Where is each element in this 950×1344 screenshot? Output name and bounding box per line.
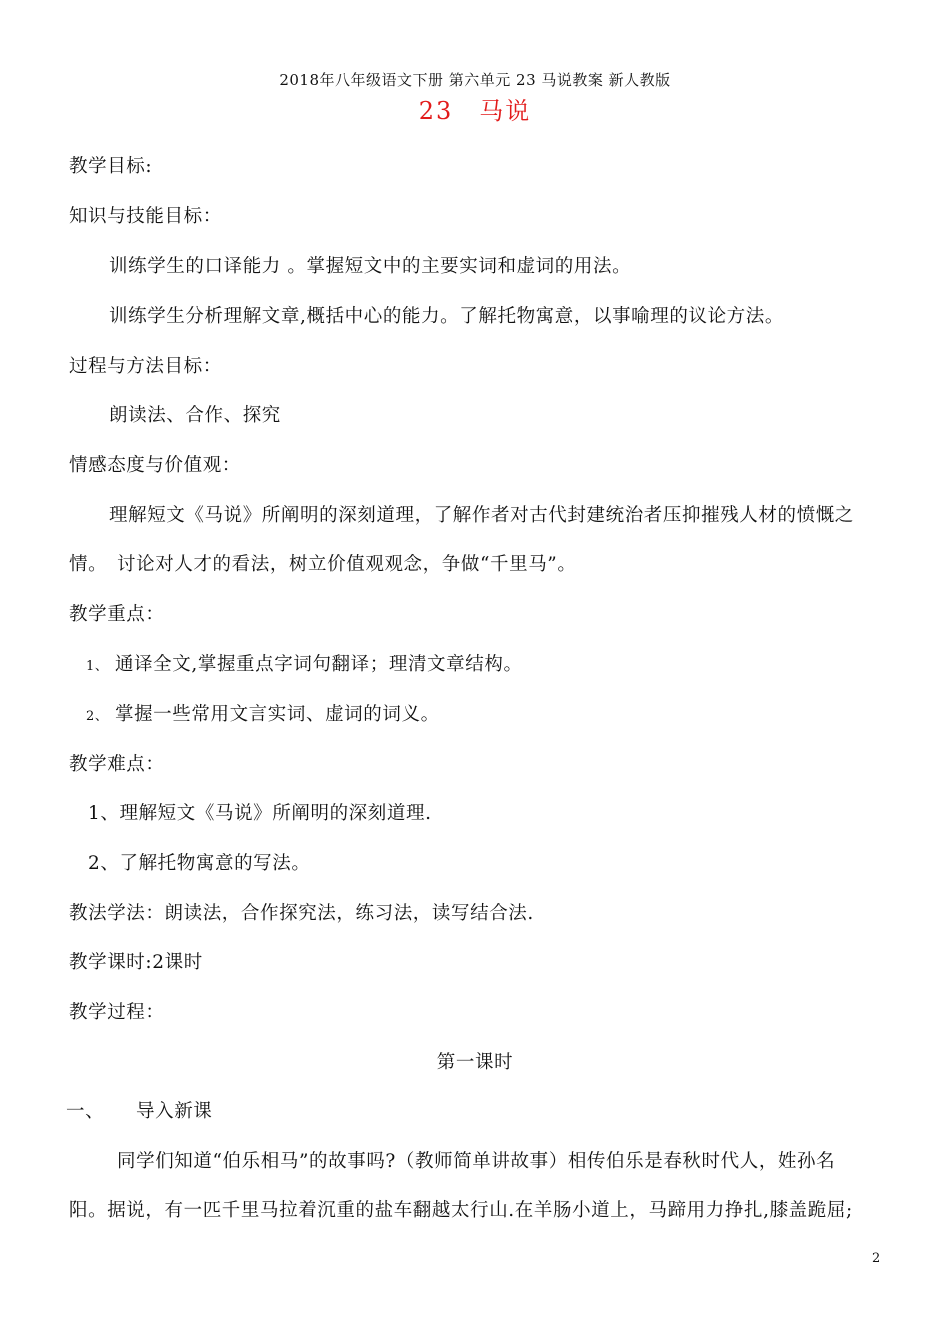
section-heading: 导入新课 — [136, 1101, 213, 1122]
paragraph-line: 训练学生的口译能力 。掌握短文中的主要实词和虚词的用法。 — [109, 256, 632, 277]
list-number: 2、 — [86, 709, 109, 724]
paragraph-line: 朗读法、合作、探究 — [109, 405, 281, 426]
list-item: 2、了解托物寓意的写法。 — [88, 853, 311, 874]
list-item — [86, 700, 440, 726]
class-hours: 教学课时:2课时 — [69, 952, 203, 973]
teaching-methods: 教法学法：朗读法，合作探究法，练习法，读写结合法. — [69, 903, 534, 924]
paragraph-line: 阳。据说，有一匹千里马拉着沉重的盐车翻越太行山.在羊肠小道上，马蹄用力挣扎,膝盖跪屈; — [69, 1200, 853, 1221]
heading-teaching-goals: 教学目标: — [69, 156, 153, 177]
list-number: 1、 — [86, 659, 109, 674]
list-text: 通译全文,掌握重点字词句翻译；理清文章结构。 — [114, 654, 523, 675]
lesson-title: 23 马说 — [418, 97, 532, 125]
paragraph-line: 同学们知道“伯乐相马”的故事吗?（教师简单讲故事）相传伯乐是春秋时代人，姓孙名 — [117, 1151, 836, 1172]
section-title: 第一课时 — [436, 1052, 514, 1073]
page-number: 2 — [872, 1251, 881, 1266]
paragraph-line: 情。 讨论对人才的看法，树立价值观观念，争做“千里马”。 — [69, 554, 577, 575]
document-header: 2018年八年级语文下册 第六单元 23 马说教案 新人教版 — [279, 71, 671, 89]
list-item: 1、理解短文《马说》所阐明的深刻道理. — [88, 803, 432, 824]
heading-process-goals: 过程与方法目标： — [69, 356, 222, 377]
heading-teaching-process: 教学过程： — [69, 1002, 165, 1023]
heading-key-points: 教学重点： — [69, 604, 165, 625]
paragraph-line: 训练学生分析理解文章,概括中心的能力。了解托物寓意，以事喻理的议论方法。 — [109, 306, 784, 327]
section-number: 一、 — [66, 1101, 105, 1122]
list-item — [86, 650, 523, 676]
list-text: 掌握一些常用文言实词、虚词的词义。 — [114, 704, 440, 725]
paragraph-line: 理解短文《马说》所阐明的深刻道理，了解作者对古代封建统治者压抑摧残人材的愤慨之 — [109, 505, 854, 526]
heading-knowledge-goals: 知识与技能目标： — [69, 206, 222, 227]
heading-emotion-goals: 情感态度与价值观： — [69, 455, 241, 476]
heading-difficulties: 教学难点： — [69, 754, 165, 775]
